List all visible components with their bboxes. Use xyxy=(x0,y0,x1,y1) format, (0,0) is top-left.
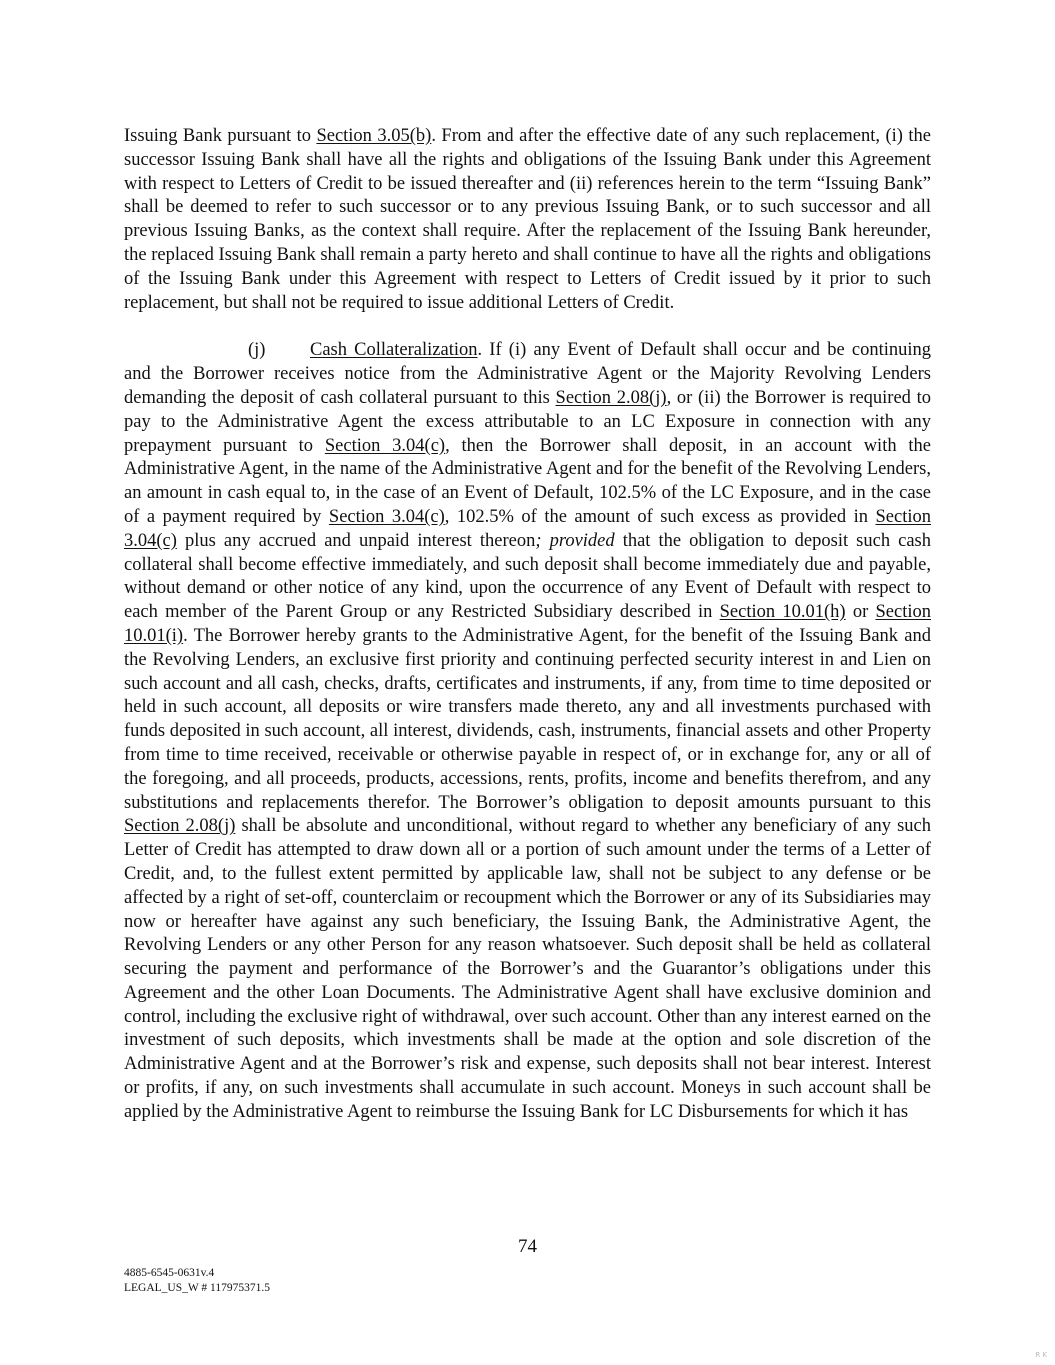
corner-mark: R K xyxy=(1035,1351,1047,1359)
document-body xyxy=(124,125,931,1125)
text-run: , or (ii) the Borrower is required to pay to the Administrative Agent the excess attributable to an LC Exposure in connection with any prepayment pursuant to xyxy=(124,387,932,456)
footer-legal-id: LEGAL_US_W # 117975371.5 xyxy=(124,1282,270,1294)
text-run: . From and after the effective date of any such replacement, (i) the successor Issuing Bank shall have all the rights and obligations of the Issuing Bank under this Agreement with respect to Letters of Credit to be issued thereafter and (ii) references herein to the term “Issuing Bank” shall be deemed to refer to such successor or to any previous Issuing Bank, or to such successor and all previous Issuing Banks, as the context shall require. After the replacement of the Issuing Bank hereunder, the replaced Issuing Bank shall remain a party hereto and shall continue to have all the rights and obligations of the Issuing Bank under this Agreement with respect to Letters of Credit issued by it prior to such replacement, but shall not be required to issue additional Letters of Credit. xyxy=(124,126,932,313)
text-run: that the obligation to deposit such cash collateral shall become effective immediately, and such deposit shall become immediately due and payable, without demand or other notice of any kind, upon the occurrence of any Event of Default with respect to each member of the Parent Group or any Restricted Subsidiary described in xyxy=(124,530,931,623)
text-run: or xyxy=(845,602,876,623)
text-run: ; xyxy=(535,530,550,551)
text-run: , then the Borrower shall deposit, in an account with the Administrative Agent, in the name of the Administrative Agent and for the benefit of the Revolving Lenders, an amount in cash equal to, in the case of an Event of Default, 102.5% of the LC Exposure, and in the case of a payment required by xyxy=(124,435,931,527)
text-run: shall be absolute and unconditional, without regard to whether any beneficiary of any such Letter of Credit has attempted to draw down all or a portion of such amount under the terms of a Letter of Credit, and, to the fullest extent permitted by applicable law, shall not be subject to any defense or be affected by a right of set-off, counterclaim or recoupment which the Borrower or any of its Subsidiaries may now or hereafter have against any such beneficiary, the Issuing Bank, the Administrative Agent, the Revolving Lenders or any other Person for any reason whatsoever. Such deposit shall be held as collateral securing the payment and performance of the Borrower’s and the Guarantor’s obligations under this Agreement and the other Loan Documents. The Administrative Agent shall have exclusive dominion and control, including the exclusive right of withdrawal, over such account. Other than any interest earned on the investment of such deposits, which investments shall be made at the option and sole discretion of the Administrative Agent and at the Borrower’s risk and expense, such deposits shall not bear interest. Interest or profits, if any, on such investments shall accumulate in such account. Moneys in such account shall be applied by the Administrative Agent to reimburse the Issuing Bank for LC Disbursements for which it has xyxy=(124,816,931,1122)
clause-heading: Cash Collateralization xyxy=(310,340,478,361)
document-footer xyxy=(124,1266,270,1296)
section-reference: Section 10.01(i) xyxy=(124,602,931,646)
footer-doc-id: 4885-6545-0631v.4 xyxy=(124,1267,215,1279)
section-reference: Section 3.05(b) xyxy=(316,126,432,146)
text-run: . If (i) any Event of Default shall occur and be continuing and the Borrower receives notice from the Administrative Agent or the Majority Revolving Lenders demanding the deposit of cash collateral pursuant to this xyxy=(124,340,931,408)
paragraph-issuing-bank-replacement xyxy=(124,125,931,315)
page-number: 74 xyxy=(518,1236,537,1257)
paragraph-cash-collateralization xyxy=(124,339,931,1124)
section-reference: Section 3.04(c) xyxy=(324,435,446,456)
section-reference: Section 2.08(j) xyxy=(124,816,236,837)
section-reference: Section 3.04(c) xyxy=(124,506,931,551)
text-run: . The Borrower hereby grants to the Administrative Agent, for the benefit of the Issuing Bank and the Revolving Lenders, an exclusive first priority and continuing perfected security interest in and Lien on such account and all cash, checks, drafts, certificates and instruments, if any, from time to time deposited or held in such account, all deposits or wire transfers made thereto, any and all investments purchased with funds deposited in such account, all interest, dividends, cash, instruments, financial assets and other Property from time to time received, receivable or otherwise payable in respect of, or in exchange for, any or all of the foregoing, and all proceeds, products, accessions, rents, profits, income and benefits therefrom, and any substitutions and replacements therefor. The Borrower’s obligation to deposit amounts pursuant to this xyxy=(124,625,931,813)
proviso-term: provided xyxy=(549,530,615,551)
text-run: , 102.5% of the amount of such excess as provided in xyxy=(444,506,876,527)
clause-number: (j) xyxy=(248,340,266,361)
section-reference: Section 3.04(c) xyxy=(328,506,445,527)
section-reference: Section 2.08(j) xyxy=(555,387,667,408)
text-run: Issuing Bank pursuant to xyxy=(124,126,317,146)
section-reference: Section 10.01(h) xyxy=(719,602,846,623)
text-run: plus any accrued and unpaid interest thereon xyxy=(176,530,536,551)
